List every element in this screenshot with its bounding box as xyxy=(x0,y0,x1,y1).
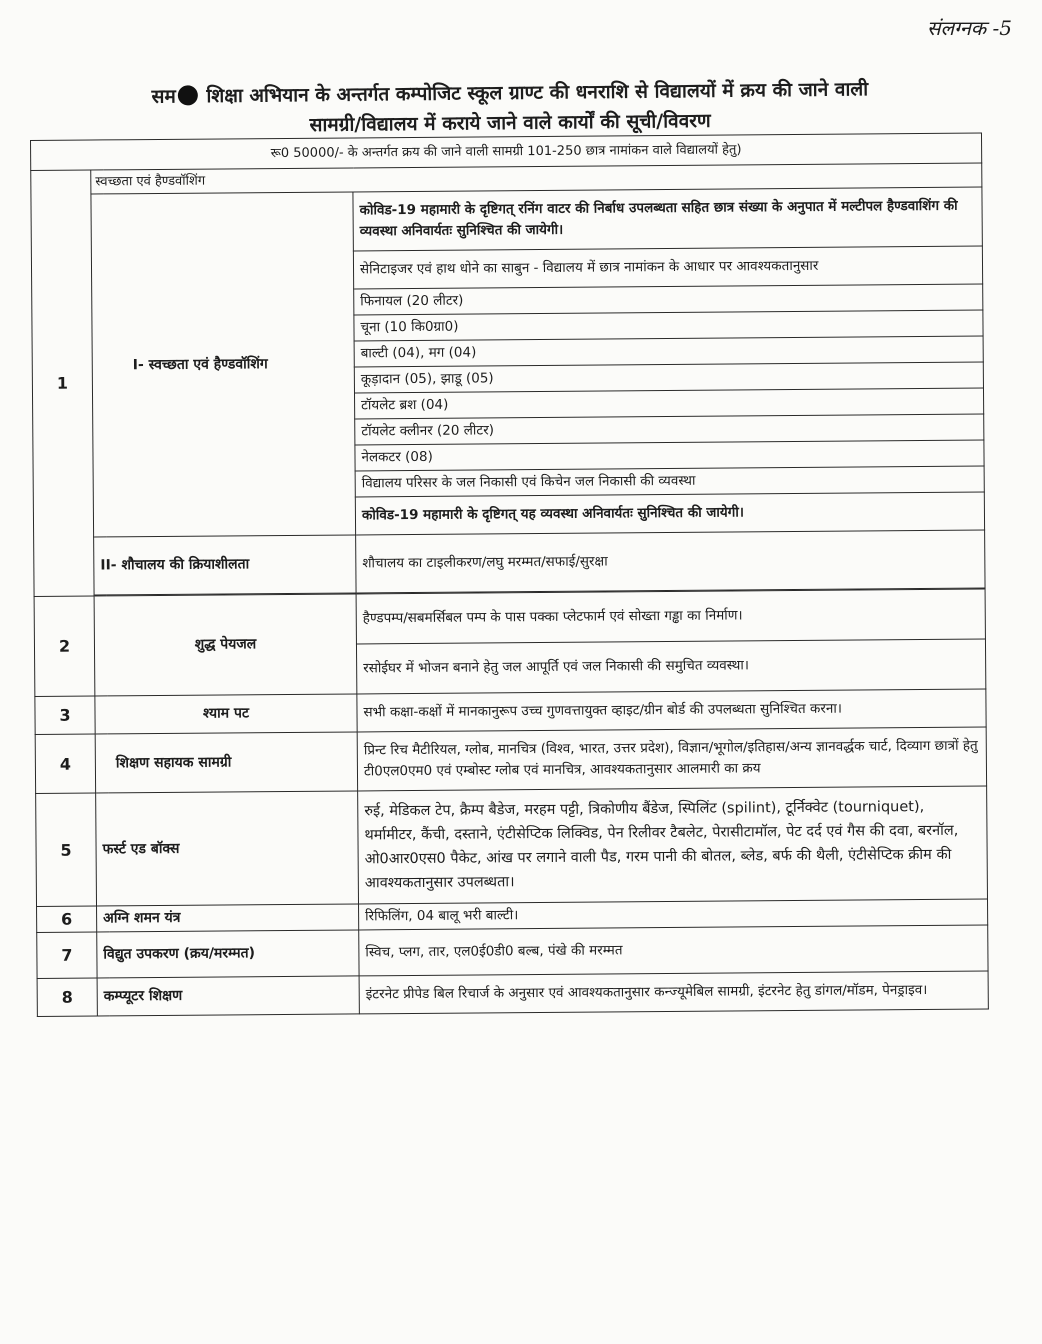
list-item: बाल्टी (04), मग (04) xyxy=(354,336,983,367)
list-item: कूड़ादान (05), झाडू (05) xyxy=(354,362,983,393)
list-item: नेलकटर (08) xyxy=(355,440,984,471)
row-number-4: 4 xyxy=(35,734,95,793)
table-header: रू0 50000/- के अन्तर्गत क्रय की जाने वाली सामग्री 101-250 छात्र नामांकन वाले विद्यालयों हेतु) xyxy=(31,133,982,170)
category-computer-education: कम्प्यूटर शिक्षण xyxy=(97,976,359,1016)
sub-category-1-label: I- स्वच्छता एवं हैण्डवॉशिंग xyxy=(91,192,356,537)
document-title xyxy=(60,73,961,142)
items-table-wrapper xyxy=(30,133,989,1017)
list-item: सेनिटाइजर एवं हाथ धोने का साबुन - विद्यालय में छात्र नामांकन के आधार पर आवश्यकतानुसार xyxy=(353,246,982,289)
table-row xyxy=(35,727,986,793)
list-item: प्रिन्ट रिच मैटीरियल, ग्लोब, मानचित्र (विश्व, भारत, उत्तर प्रदेश), विज्ञान/भूगोल/इतिहास/अन्य ज्ञानवर्द्धक चार्ट, दिव्याग छात्रों हेतु टी0एल0एम0 एवं एम्बोस्ट ग्लोब एवं मानचित्र, आवश्यकतानुसार आलमारी का क्रय xyxy=(357,727,986,791)
category-electrical-equipment: विद्युत उपकरण (क्रय/मरम्मत) xyxy=(97,930,359,978)
list-item: रुई, मेडिकल टेप, क्रैम्प बैडेज, मरहम पट्टी, त्रिकोणीय बैंडेज, स्पिलिंट (spilint), टूर्निक्वेट (tourniquet), थर्मामीटर, कैंची, दस्ताने, एंटीसेप्टिक लिक्विड, पेन रिलीवर टैबलेट, पेरासीटामॉल, पेट दर्द एवं गैस की दवा, बरनॉल, ओ0आर0एस0 पैकेट, आंख पर लगाने वाली पैड, गरम पानी की बोतल, ब्लेड, बर्फ की थैली, एंटीसेप्टिक क्रीम की आवश्यकतानुसार उपलब्धता। xyxy=(358,786,988,904)
category-fire-extinguisher: अग्नि शमन यंत्र xyxy=(97,904,359,932)
table-row xyxy=(36,786,988,906)
row-number-3: 3 xyxy=(35,696,95,734)
annexure-label: संलग्नक -5 xyxy=(927,16,1012,40)
row-number-7: 7 xyxy=(37,932,97,978)
list-item: रसोईघर में भोजन बनाने हेतु जल आपूर्ति एवं जल निकासी की समुचित व्यवस्था। xyxy=(356,639,985,694)
section-1-toilet-row xyxy=(34,530,985,595)
table-row xyxy=(34,589,985,646)
section-1-item-row xyxy=(31,187,982,253)
list-item: चूना (10 कि0ग्रा0) xyxy=(354,310,983,341)
list-item: सभी कक्षा-कक्षों में मानकानुरूप उच्च गुणवत्तायुक्त व्हाइट/ग्रीन बोर्ड की उपलब्धता सुनिश्चित करना। xyxy=(357,689,986,732)
row-number-5: 5 xyxy=(36,793,97,906)
title-line-2: सामग्री/विद्यालय में कराये जाने वाले कार्यों की सूची/विवरण xyxy=(309,109,711,137)
list-item: हैण्डपम्प/सबमर्सिबल पम्प के पास पक्का प्लेटफार्म एवं सोख्ता गड्ढा का निर्माण। xyxy=(356,589,985,644)
list-item: टॉयलेट क्लीनर (20 लीटर) xyxy=(355,414,984,445)
table-row xyxy=(37,971,988,1016)
list-item: इंटरनेट प्रीपेड बिल रिचार्ज के अनुसार एवं आवश्यकतानुसार कन्ज्यूमेबिल सामग्री, इंटरनेट हेतु डांगल/मॉडम, पेनड्राइव। xyxy=(359,971,988,1014)
category-teaching-aids: शिक्षण सहायक सामग्री xyxy=(95,732,357,793)
row-number-2: 2 xyxy=(34,596,95,696)
list-item: फिनायल (20 लीटर) xyxy=(354,284,983,315)
category-drinking-water: शुद्ध पेयजल xyxy=(94,594,357,696)
list-item: विद्यालय परिसर के जल निकासी एवं किचेन जल निकासी की व्यवस्था xyxy=(355,466,984,497)
ink-blot-mark xyxy=(178,85,198,105)
covid-handwash-note: कोविड-19 महामारी के दृष्टिगत् रनिंग वाटर की निर्बाध उपलब्धता सहित छात्र संख्या के अनुपात में मल्टीपल हैण्डवाशिंग की व्यवस्था अनिवार्यतः सुनिश्चित की जायेगी। xyxy=(353,187,982,251)
sub-category-2-label: II- शौचालय की क्रियाशीलता xyxy=(94,535,356,595)
list-item: स्विच, प्लग, तार, एल0ई0डी0 बल्ब, पंखे की मरम्मत xyxy=(359,925,988,976)
title-prefix: सम xyxy=(151,85,176,108)
covid-drainage-note: कोविड-19 महामारी के दृष्टिगत् यह व्यवस्था अनिवार्यतः सुनिश्चित की जायेगी। xyxy=(355,492,984,535)
items-table xyxy=(30,133,989,1017)
row-number-8: 8 xyxy=(37,978,97,1016)
table-row xyxy=(37,925,988,978)
category-blackboard: श्याम पट xyxy=(95,694,357,734)
section-1-heading: स्वच्छता एवं हैण्डवॉशिंग xyxy=(91,163,982,194)
row-number-6: 6 xyxy=(37,906,97,932)
row-number-1: 1 xyxy=(31,170,94,596)
list-item: टॉयलेट ब्रश (04) xyxy=(354,388,983,419)
category-first-aid-box: फर्स्ट एड बॉक्स xyxy=(96,791,359,906)
toilet-item: शौचालय का टाइलीकरण/लघु मरम्मत/सफाई/सुरक्षा xyxy=(356,530,985,593)
list-item: रिफिलिंग, 04 बालू भरी बाल्टी। xyxy=(359,899,988,930)
title-line-1-text: शिक्षा अभियान के अन्तर्गत कम्पोजिट स्कूल ग्राण्ट की धनराशि से विद्यालयों में क्रय की जाने वाली xyxy=(206,78,869,108)
